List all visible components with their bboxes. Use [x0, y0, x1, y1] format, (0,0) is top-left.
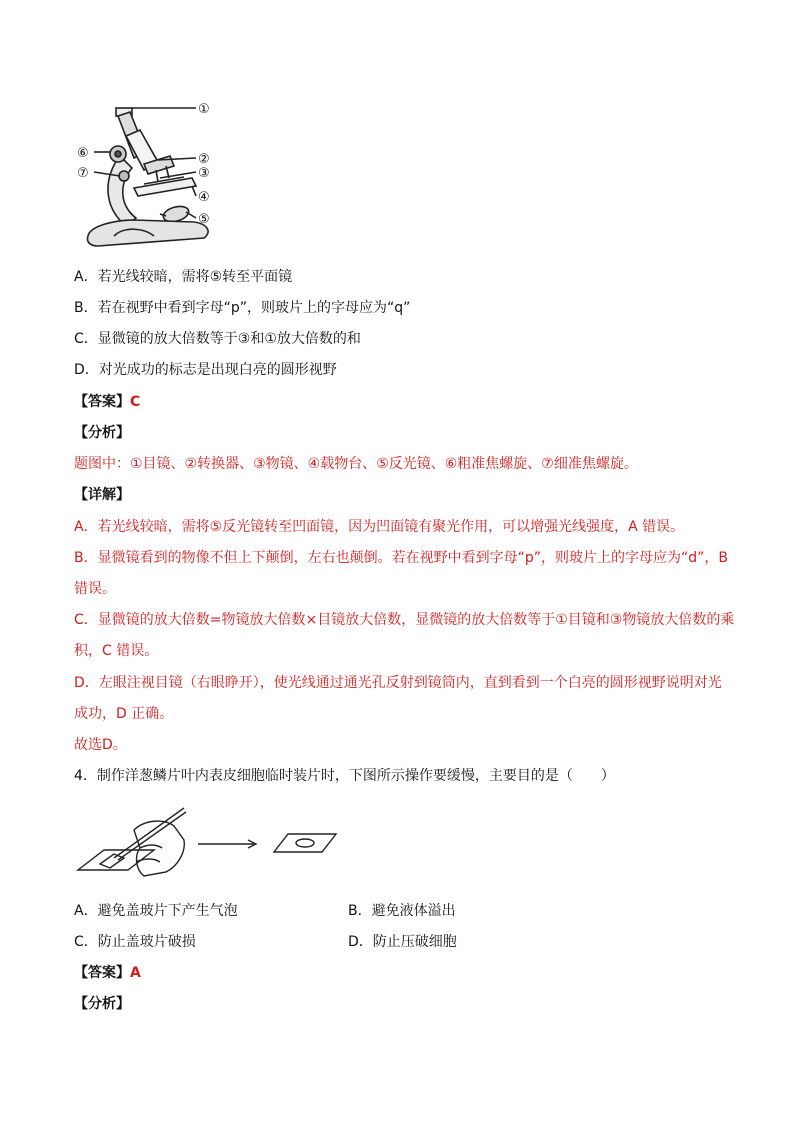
answer-label: 【答案】 — [74, 394, 130, 410]
q4-option-a: A．避免盖玻片下产生气泡 — [74, 903, 238, 919]
detail-line: 成功，D 正确。 — [74, 706, 174, 722]
option-d: D．对光成功的标志是出现白亮的圆形视野 — [74, 362, 337, 378]
detail-line: D．左眼注视目镜（右眼睁开），使光线通过通光孔反射到镜筒内，直到看到一个白亮的圆形视野说明对光 — [74, 675, 722, 691]
analysis-text: 题图中：①目镜、②转换器、③物镜、④载物台、⑤反光镜、⑥粗准焦螺旋、⑦细准焦螺旋。 — [74, 456, 638, 472]
detail-line: C．显微镜的放大倍数=物镜放大倍数×目镜放大倍数，显微镜的放大倍数等于①目镜和③物镜放大倍数的乘 — [74, 612, 735, 628]
analysis-label: 【分析】 — [74, 425, 130, 441]
q4-answer-value: A — [130, 965, 141, 981]
q4-option-d: D．防止压破细胞 — [348, 934, 457, 950]
q4-option-c: C．防止盖玻片破损 — [74, 934, 196, 950]
label-1: ① — [198, 102, 210, 117]
option-a: A．若光线较暗，需将⑤转至平面镜 — [74, 269, 293, 285]
microscope-figure — [74, 96, 224, 256]
detail-line: B．显微镜看到的物像不但上下颠倒，左右也颠倒。若在视野中看到字母“p”，则玻片上的字母应为“d”，B — [74, 550, 728, 566]
detail-line: 错误。 — [74, 581, 116, 597]
q4-analysis-label: 【分析】 — [74, 996, 130, 1012]
detail-label: 【详解】 — [74, 487, 130, 503]
detail-line: A．若光线较暗，需将⑤反光镜转至凹面镜，因为凹面镜有聚光作用，可以增强光线强度，A 错误。 — [74, 519, 685, 535]
detail-line: 故选D。 — [74, 737, 127, 753]
label-5: ⑤ — [198, 212, 210, 227]
label-3: ③ — [198, 166, 210, 181]
detail-line: 积，C 错误。 — [74, 643, 159, 659]
answer-value: C — [130, 394, 141, 410]
label-7: ⑦ — [77, 166, 89, 181]
q4-answer-row — [74, 964, 141, 982]
option-b: B．若在视野中看到字母“p”，则玻片上的字母应为“q” — [74, 300, 411, 316]
q4-answer-label: 【答案】 — [74, 965, 130, 981]
answer-row — [74, 393, 140, 411]
label-2: ② — [198, 152, 210, 167]
option-c: C．显微镜的放大倍数等于③和①放大倍数的和 — [74, 331, 361, 347]
label-6: ⑥ — [77, 146, 89, 161]
label-4: ④ — [198, 190, 210, 205]
coverslip-figure — [74, 800, 344, 890]
question-4: 4．制作洋葱鳞片叶内表皮细胞临时装片时，下图所示操作要缓慢，主要目的是（ ） — [74, 768, 615, 784]
q4-option-b: B．避免液体溢出 — [348, 903, 456, 919]
